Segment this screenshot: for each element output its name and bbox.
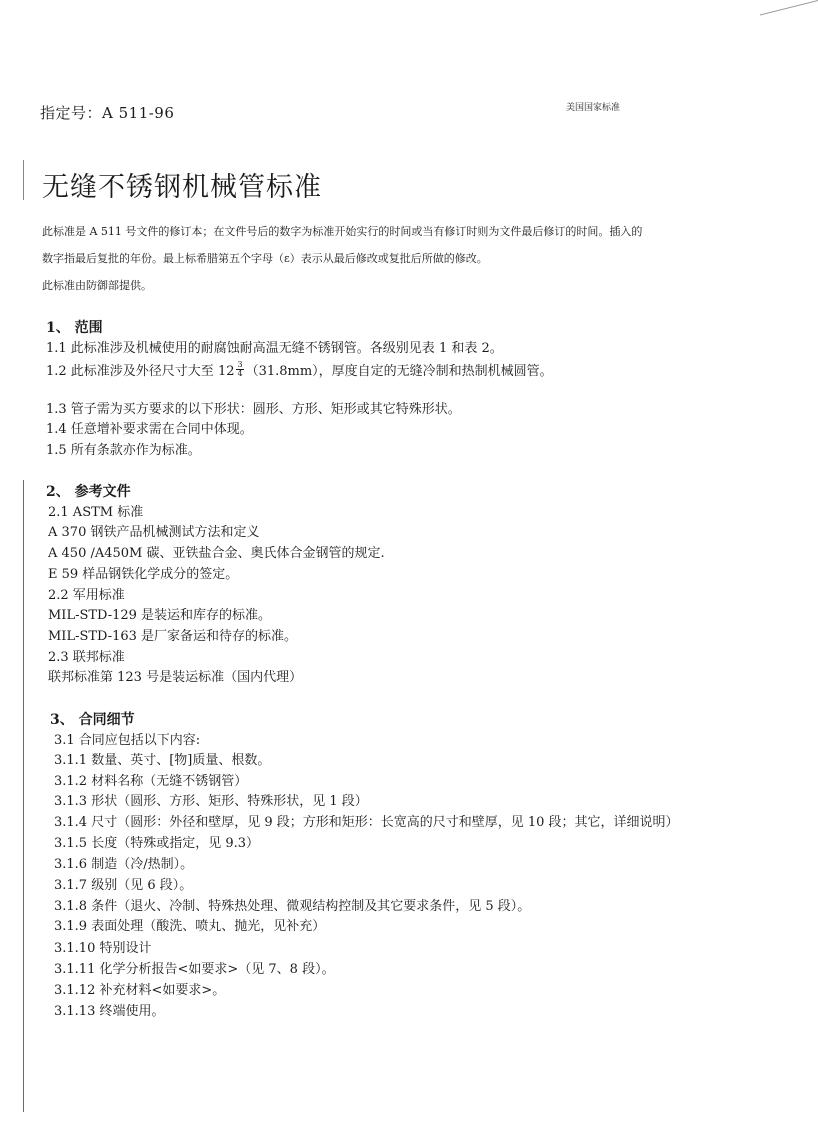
contract-item: 3.1.12 补充材料<如要求>。 (54, 983, 226, 998)
fraction-numerator: 3 (237, 360, 243, 369)
clause-1-5: 1.5 所有条款亦作为标准。 (46, 443, 201, 458)
scan-artifact (23, 160, 24, 200)
reference-line: MIL-STD-163 是厂家备运和待存的标准。 (48, 629, 298, 644)
contract-item: 3.1.2 材料名称（无缝不锈钢管） (54, 774, 248, 789)
clause-1-4: 1.4 任意增补要求需在合同中体现。 (46, 422, 253, 437)
contract-item: 3.1.13 终端使用。 (54, 1004, 165, 1019)
clause-1-2-text: （31.8mm），厚度自定的无缝冷制和热制机械圆管。 (245, 364, 553, 379)
contract-item: 3.1.11 化学分析报告<如要求>（见 7、8 段）。 (54, 962, 335, 977)
organization-label: 美国国家标准 (566, 103, 621, 113)
contract-item: 3.1.5 长度（特殊或指定，见 9.3） (54, 836, 260, 851)
scan-artifact (760, 0, 818, 15)
reference-line: A 370 钢铁产品机械测试方法和定义 (48, 525, 260, 540)
contract-item: 3.1.6 制造（冷/热制）。 (54, 857, 194, 872)
intro-line: 数字指最后复批的年份。最上标希腊第五个字母（ε）表示从最后修改或复批后所做的修改。 (42, 252, 488, 265)
reference-line: MIL-STD-129 是装运和库存的标准。 (48, 608, 272, 623)
intro-paragraph (42, 218, 642, 299)
reference-line: 联邦标准第 123 号是装运标准（国内代理） (48, 670, 303, 685)
reference-line: 2.3 联邦标准 (48, 650, 125, 665)
scan-artifact (23, 480, 24, 1112)
clause-1-3: 1.3 管子需为买方要求的以下形状：圆形、方形、矩形或其它特殊形状。 (46, 402, 461, 417)
contract-item: 3.1.4 尺寸（圆形：外径和壁厚，见 9 段；方形和矩形：长宽高的尺寸和壁厚，见 10 段；其它，详细说明） (54, 815, 679, 830)
contract-item: 3.1.8 条件（退火、冷制、特殊热处理、微观结构控制及其它要求条件，见 5 段）。 (54, 899, 531, 914)
clause-1-2 (46, 360, 553, 380)
contract-item: 3.1.9 表面处理（酸洗、喷丸、抛光，见补充） (54, 919, 326, 934)
contract-item: 3.1.1 数量、英寸、[物]质量、根数。 (54, 753, 271, 768)
reference-line: E 59 样品钢铁化学成分的签定。 (48, 567, 239, 582)
clause-1-2-text: 1.2 此标准涉及外径尺寸大至 12 (46, 364, 235, 379)
contract-item: 3.1.7 级别（见 6 段）。 (54, 878, 193, 893)
document-title: 无缝不锈钢机械管标准 (42, 172, 322, 203)
contract-item: 3.1 合同应包括以下内容: (54, 733, 201, 748)
section-3-heading: 3、 合同细节 (50, 712, 135, 728)
contract-item: 3.1.3 形状（圆形、方形、矩形、特殊形状，见 1 段） (54, 794, 368, 809)
designation-number: 指定号：A 511-96 (40, 104, 175, 122)
reference-line: 2.2 军用标准 (48, 588, 125, 603)
fraction (236, 361, 243, 378)
reference-line: 2.1 ASTM 标准 (48, 505, 144, 520)
contract-item: 3.1.10 特别设计 (54, 941, 152, 956)
intro-line: 此标准由防御部提供。 (42, 279, 152, 292)
section-2-heading: 2、 参考文件 (46, 484, 131, 500)
reference-line: A 450 /A450M 碳、亚铁盐合金、奥氏体合金钢管的规定. (48, 546, 385, 561)
fraction-denominator: 4 (237, 369, 243, 378)
intro-line: 此标准是 A 511 号文件的修订本；在文件号后的数字为标准开始实行的时间或当有修订时则为文件最后修订的时间。插入的 (42, 225, 643, 238)
clause-1-1: 1.1 此标准涉及机械使用的耐腐蚀耐高温无缝不锈钢管。各级别见表 1 和表 2。 (46, 341, 503, 356)
section-1-heading: 1、 范围 (46, 320, 103, 336)
